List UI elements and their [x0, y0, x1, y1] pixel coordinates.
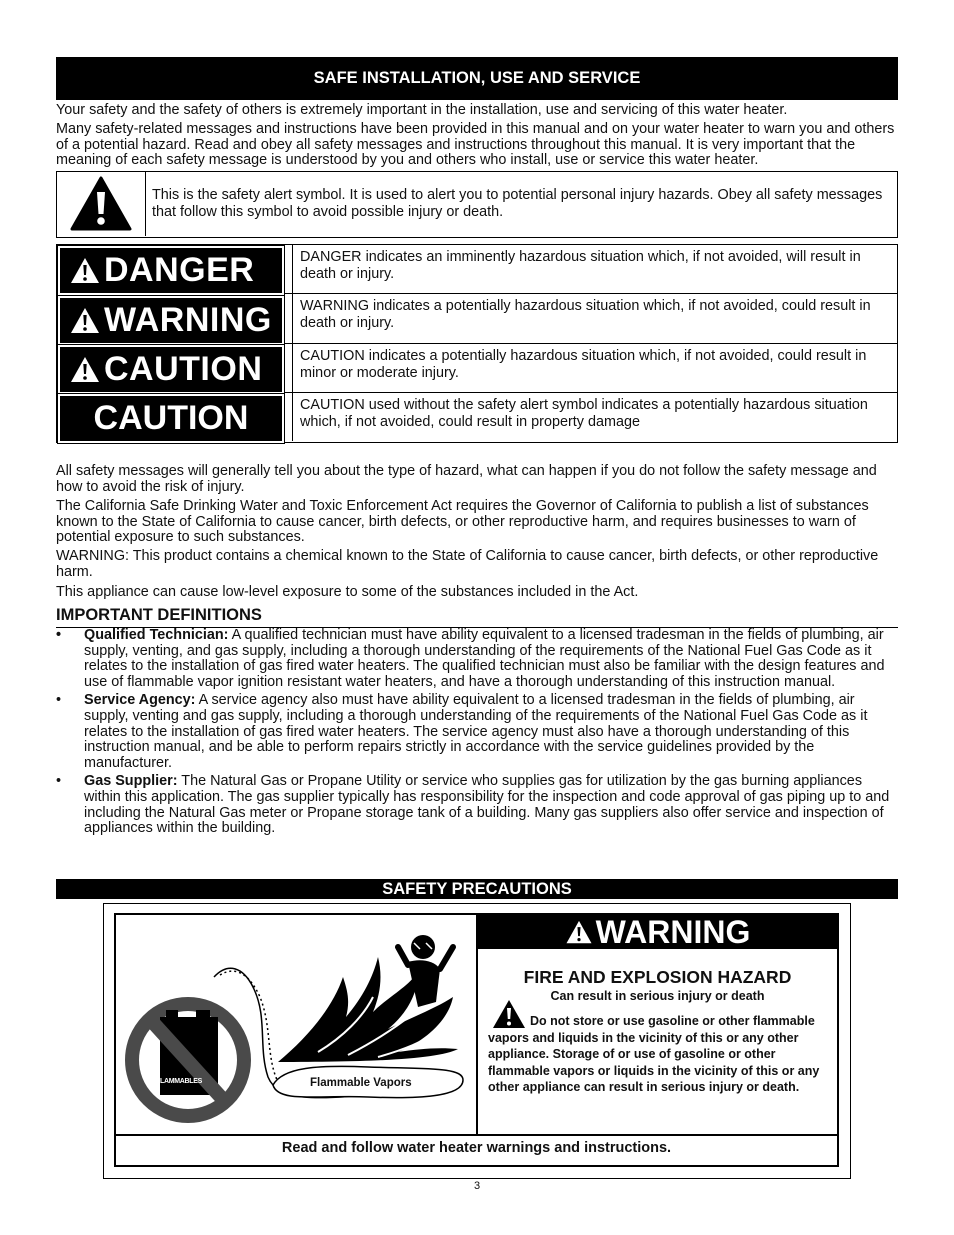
definition-text: The Natural Gas or Propane Utility or service who supplies gas for utilization by the gas burning appliances within this application. The gas supplier typically has responsibility for the inspection and code approval of gas piping up to and including the Natural Gas meter or Propane storage tank of a building. Many gas suppliers also offer service and inspection of appliances within the building.: [84, 773, 890, 837]
definition-qualified-technician: [56, 628, 898, 690]
safety-alert-icon: [565, 920, 593, 945]
warning-signal-word: WARNING: [104, 301, 272, 339]
hazard-subtitle: Can result in serious injury or death: [550, 989, 765, 1003]
safety-alert-symbol-box: [56, 171, 898, 238]
alert-symbol-cell: [57, 172, 146, 236]
flammable-vapors-label: Flammable Vapors: [310, 1077, 412, 1089]
intro-paragraph: Your safety and the safety of others is extremely important in the installation, use and servicing of this water heater.: [56, 102, 788, 118]
definition-gas-supplier: [56, 774, 898, 836]
definition-term: Qualified Technician:: [84, 627, 229, 643]
danger-description: DANGER indicates an imminently hazardous situation which, if not avoided, will result in death or injury.: [300, 249, 861, 282]
prop65-warning-paragraph: WARNING: This product contains a chemical known to the State of California to cause cancer, birth defects, or other reproductive harm.: [56, 548, 879, 580]
bullet: •: [56, 773, 62, 790]
caution-signal-word: CAUTION: [93, 399, 249, 437]
danger-signal-label: [58, 246, 284, 295]
caution-description: CAUTION indicates a potentially hazardous situation which, if not avoided, could result in minor or moderate injury.: [300, 348, 867, 381]
hazard-instructions: Do not store or use gasoline or other flammable vapors and liquids in the vicinity of this or any other appliance. Storage of or use of gasoline or other flammable vapors or liquids in the vicinity of this or any other appliance can result in serious injury or death.: [488, 1014, 820, 1094]
safety-alert-icon: [70, 356, 100, 384]
definition-text: A qualified technician must have ability equivalent to a licensed tradesman in the fields of plumbing, air supply, venting, and gas supply, including a thorough understanding of the requirements of the National Fuel Gas Code as it relates to the installation of gas fired water heaters. The qualified technician must also be familiar with the design features and use of flammable vapor ignition resistant water heaters, and have a thorough understanding of this instruction manual.: [84, 627, 885, 690]
intro-paragraph: Many safety-related messages and instructions have been provided in this manual and on your water heater to warn you and others of a potential hazard. Read and obey all safety messages and instructions throughout this manual. It is very important that the meaning of each safety message is understood by you and others who install, use or service this water heater.: [56, 121, 895, 169]
definitions-list: [56, 628, 898, 840]
caution-signal-label: [58, 345, 284, 394]
definition-term: Gas Supplier:: [84, 773, 178, 790]
section-header-safe-installation: SAFE INSTALLATION, USE AND SERVICE: [56, 57, 898, 100]
warning-label-signal-word: WARNING: [595, 913, 751, 950]
low-level-exposure-paragraph: This appliance can cause low-level exposure to some of the substances included in the Act.: [56, 584, 639, 600]
warning-description: WARNING indicates a potentially hazardous situation which, if not avoided, could result in death or injury.: [300, 298, 871, 331]
section-header-safety-precautions: SAFETY PRECAUTIONS: [56, 879, 898, 899]
definition-service-agency: [56, 693, 898, 771]
bullet: •: [56, 627, 62, 643]
definition-text: A service agency also must have ability equivalent to a licensed tradesman in the fields of plumbing, air supply, venting and gas supply, including a thorough understanding of the requirements of the National Fuel Gas Code as it relates to the installation of gas fired water heaters. The service agency must also have a thorough understanding of this instruction manual, and be able to perform repairs strictly in accordance with the service guidelines provided by the manufacturer.: [84, 692, 868, 771]
label-footer-divider: [116, 1134, 837, 1136]
caution-no-symbol-description: CAUTION used without the safety alert symbol indicates a potentially hazardous situation which, if not avoided, could result in property damage: [300, 397, 868, 430]
flammables-can-label: FLAMMABLES: [156, 1078, 202, 1085]
prop65-paragraph: The California Safe Drinking Water and Toxic Enforcement Act requires the Governor of California to publish a list of substances known to the State of California to cause cancer, birth defects, or other reproductive harm, and requires businesses to warn of potential exposure to such substances.: [56, 498, 869, 546]
safety-alert-icon: [70, 307, 100, 335]
caution-no-symbol-label: [58, 394, 284, 443]
safety-alert-icon: [70, 257, 100, 285]
caution-signal-word: CAUTION: [104, 350, 263, 388]
definition-term: Service Agency:: [84, 692, 196, 709]
warning-label: [114, 913, 839, 1167]
page-number: 3: [473, 1180, 481, 1192]
warning-label-footer: Read and follow water heater warnings and instructions.: [281, 1140, 672, 1156]
hazard-title: FIRE AND EXPLOSION HAZARD: [523, 967, 792, 987]
definitions-heading: IMPORTANT DEFINITIONS: [56, 606, 262, 624]
warning-signal-label: [58, 296, 284, 345]
safety-alert-icon: [70, 176, 132, 232]
bullet: •: [56, 692, 62, 709]
safety-messages-paragraph: All safety messages will generally tell you about the type of hazard, what can happen if you do not follow the safety message and how to avoid the risk of injury.: [56, 463, 877, 495]
alert-symbol-text: This is the safety alert symbol. It is used to alert you to potential personal injury hazards. Obey all safety messages that follow this symbol to avoid possible injury or death.: [152, 187, 883, 220]
warning-label-header: [478, 915, 837, 949]
flammable-vapors-illustration: [118, 917, 474, 1133]
danger-signal-word: DANGER: [104, 251, 255, 289]
